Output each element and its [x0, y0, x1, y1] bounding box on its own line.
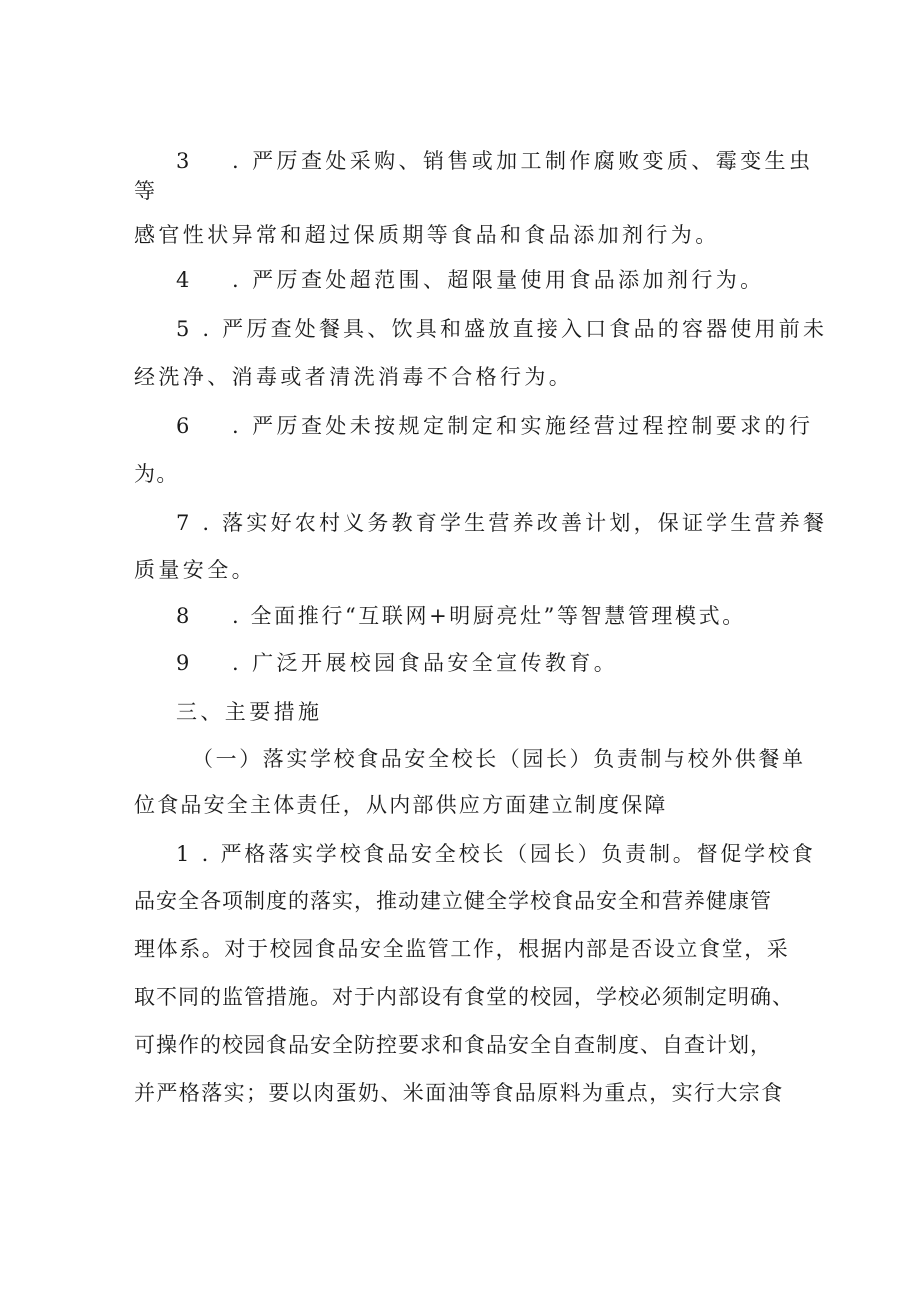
item-6-line1: . 严厉查处未按规定制定和实施经营过程控制要求的行 [232, 414, 814, 438]
item-5-line1: 5 . 严厉查处餐具、饮具和盛放直接入口食品的容器使用前未 [176, 317, 828, 341]
section-heading: 三、主要措施 [176, 700, 323, 724]
item-6-line2: 为。 [134, 462, 179, 486]
item-3-line2: 感官性状异常和超过保质期等食品和食品添加剂行为。 [134, 223, 720, 247]
paragraph-line1: 1 . 严格落实学校食品安全校长（园长）负责制。督促学校食 [176, 842, 816, 866]
paragraph-line4: 取不同的监管措施。对于内部设有食堂的校园，学校必须制定明确、 [134, 985, 794, 1009]
item-5-line2: 经洗净、消毒或者清洗消毒不合格行为。 [134, 365, 574, 389]
item-8-number: 8 [176, 604, 190, 628]
item-7-line2: 质量安全。 [134, 558, 256, 582]
paragraph-line5: 可操作的校园食品安全防控要求和食品安全自查制度、自查计划， [134, 1033, 772, 1057]
subsection-line2: 位食品安全主体责任，从内部供应方面建立制度保障 [134, 793, 668, 817]
item-8-line1: . 全面推行“互联网+明厨亮灶”等智慧管理模式。 [232, 604, 746, 628]
item-7-line1: 7 . 落实好农村义务教育学生营养改善计划，保证学生营养餐 [176, 511, 828, 535]
item-3-line1: . 严厉查处采购、销售或加工制作腐败变质、霉变生虫 [232, 149, 814, 173]
item-3-line1-wrap: 等 [134, 179, 157, 203]
subsection-line1: （一）落实学校食品安全校长（园长）负责制与校外供餐单 [192, 747, 806, 771]
item-6-number: 6 [176, 414, 190, 438]
item-4-line1: . 严厉查处超范围、超限量使用食品添加剂行为。 [232, 268, 765, 292]
item-4-number: 4 [176, 268, 190, 292]
paragraph-line6: 并严格落实；要以肉蛋奶、米面油等食品原料为重点，实行大宗食 [134, 1081, 784, 1105]
item-9-number: 9 [176, 651, 190, 675]
paragraph-line2: 品安全各项制度的落实，推动建立健全学校食品安全和营养健康管 [134, 889, 772, 913]
item-3-number: 3 [176, 149, 190, 173]
paragraph-line3: 理体系。对于校园食品安全监管工作，根据内部是否设立食堂，采 [134, 937, 790, 961]
item-9-line1: . 广泛开展校园食品安全宣传教育。 [232, 651, 619, 675]
